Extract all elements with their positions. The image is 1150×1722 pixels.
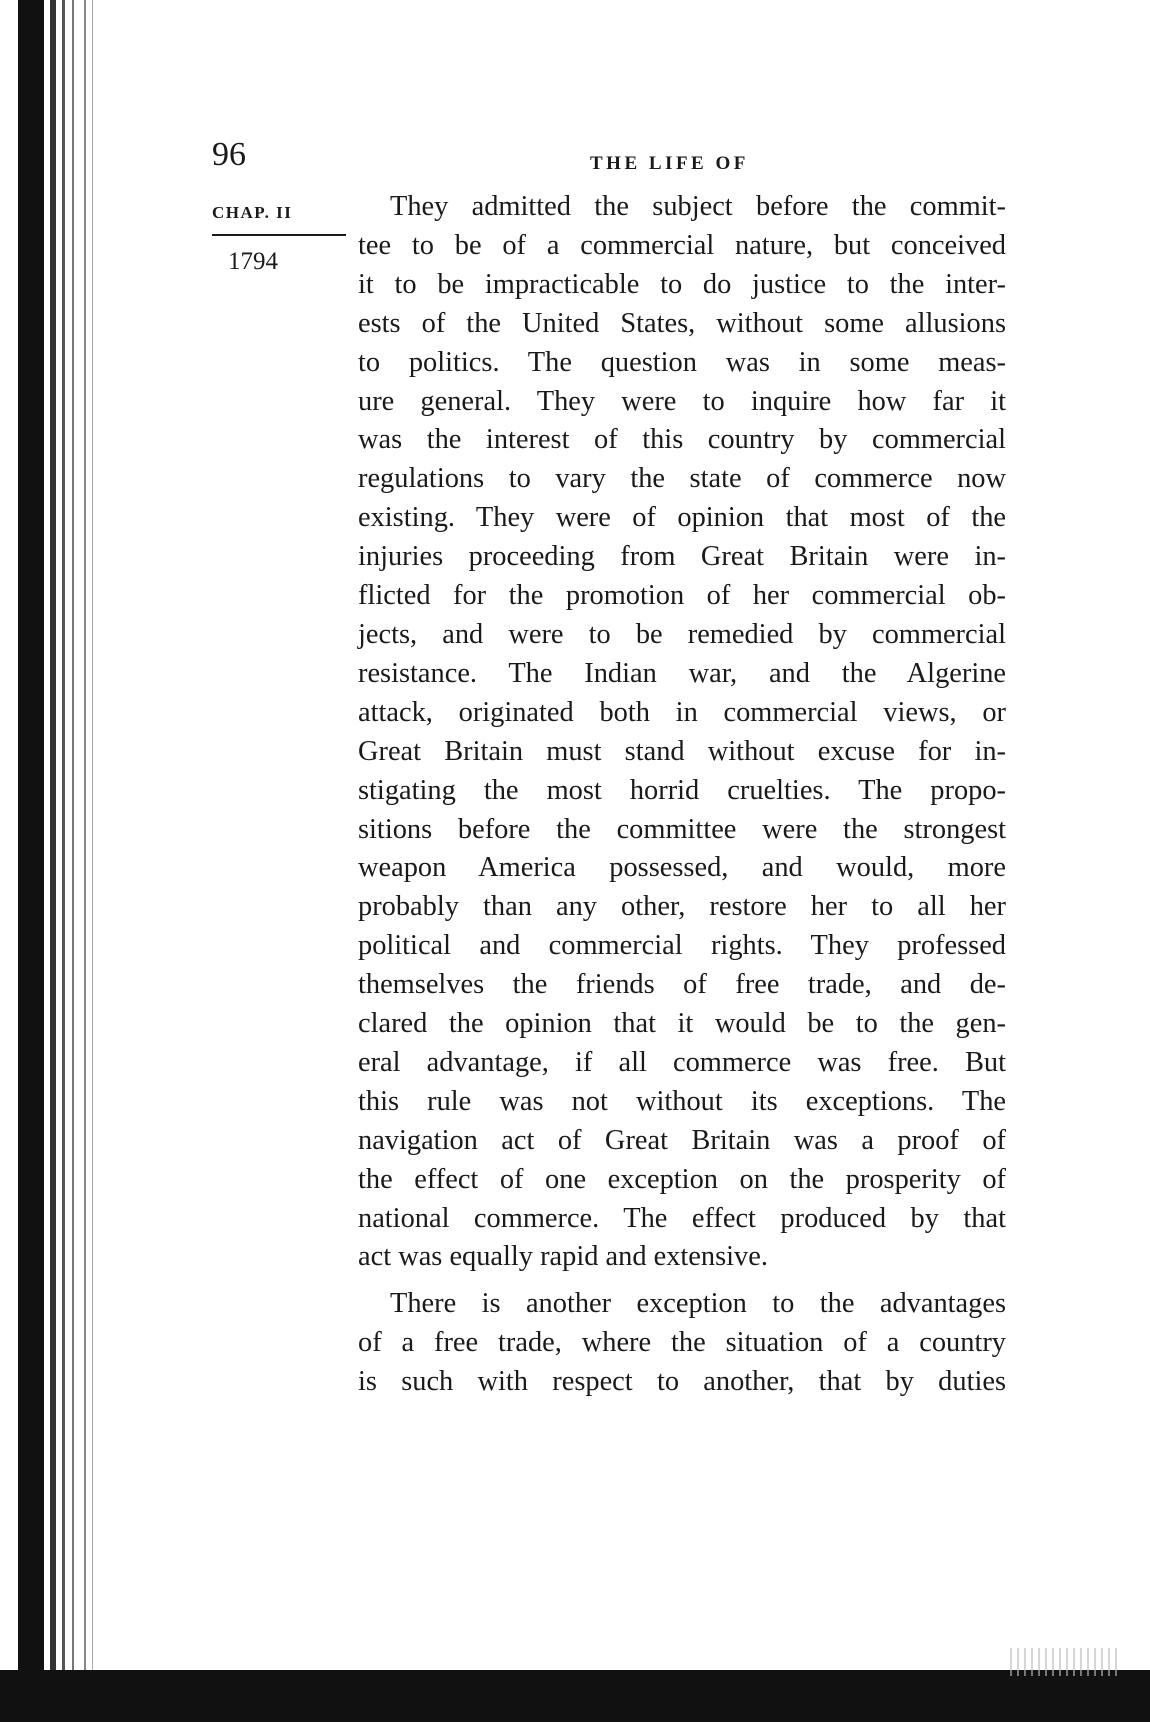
text-line: act was equally rapid and extensive. [358,1241,768,1273]
scan-speckle [1010,1648,1120,1676]
text-line: to politics. The question was in some meas- [358,346,1006,378]
text-line: the effect of one exception on the prosperity of [358,1163,1006,1195]
binding-line [72,0,74,1722]
text-line: themselves the friends of free trade, and de- [358,969,1006,1001]
text-line: probably than any other, restore her to all her [358,891,1006,923]
running-title: THE LIFE OF [590,153,749,174]
text-line: eral advantage, if all commerce was free. But [358,1046,1006,1078]
binding-line [62,0,65,1722]
page-bottom-edge [0,1670,1150,1722]
text-line: jects, and were to be remedied by commercial [358,618,1006,650]
text-line: sitions before the committee were the strongest [358,813,1006,845]
text-line: attack, originated both in commercial views, or [358,696,1006,728]
text-line: ure general. They were to inquire how far it [358,385,1006,417]
text-line: is such with respect to another, that by duties [358,1366,1006,1398]
text-line: of a free trade, where the situation of a country [358,1327,1006,1359]
main-text [358,188,1006,1402]
text-line: They admitted the subject before the commit- [390,191,1006,222]
text-line: clared the opinion that it would be to the gen- [358,1008,1006,1040]
text-line: flicted for the promotion of her commercial ob- [358,580,1006,612]
page-number: 96 [212,136,246,173]
text-line: it to be impracticable to do justice to the inter- [358,268,1006,300]
text-line: navigation act of Great Britain was a proof of [358,1124,1006,1156]
margin-rule [212,234,346,236]
paragraph [358,188,1006,1277]
text-line: national commerce. The effect produced by that [358,1202,1006,1234]
binding-line [50,0,56,1722]
text-line: this rule was not without its exceptions. The [358,1085,1006,1117]
text-line: political and commercial rights. They professed [358,930,1006,962]
text-line: ests of the United States, without some allusions [358,307,1006,339]
text-line: regulations to vary the state of commerce now [358,463,1006,495]
margin-year-note: 1794 [228,248,278,275]
text-line: tee to be of a commercial nature, but conceived [358,229,1006,261]
text-line: injuries proceeding from Great Britain were in- [358,541,1006,573]
text-line: There is another exception to the advantages [390,1288,1006,1320]
text-line: stigating the most horrid cruelties. The propo- [358,774,1006,806]
paragraph [358,1285,1006,1402]
binding-line [92,0,93,1722]
text-line: Great Britain must stand without excuse for in- [358,735,1006,767]
text-line: resistance. The Indian war, and the Algerine [358,657,1006,689]
margin-chapter-note: CHAP. II [212,203,293,222]
binding-shadow [18,0,44,1722]
text-line: existing. They were of opinion that most of the [358,502,1006,534]
text-line: was the interest of this country by commercial [358,424,1006,456]
book-binding-edge [0,0,100,1722]
binding-line [84,0,86,1722]
text-line: weapon America possessed, and would, more [358,852,1006,884]
